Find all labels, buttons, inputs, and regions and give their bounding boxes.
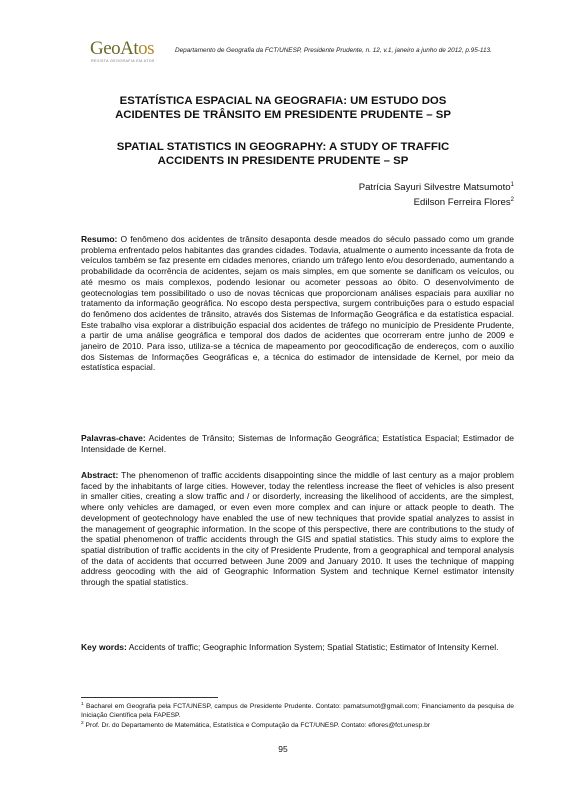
keywords-text: Accidents of traffic; Geographic Information System; Spatial Statistic; Estimator of Intensity Kernel. — [128, 642, 499, 652]
page-header — [90, 38, 530, 68]
logo-wordmark: GeoAtos — [90, 38, 155, 59]
keywords-paragraph — [81, 642, 514, 653]
footnotes — [81, 701, 514, 731]
author: Patrícia Sayuri Silvestre Matsumoto$^1$ — [358, 182, 514, 194]
title-en-line-2: ACCIDENTS IN PRESIDENTE PRUDENTE – SP — [157, 155, 409, 167]
author: Edilson Ferreira Flores$^2$ — [413, 197, 514, 209]
footnote-divider — [81, 697, 218, 698]
palavras-chave-paragraph — [81, 433, 514, 454]
title-portuguese — [70, 94, 496, 122]
title-pt-line-1: ESTATÍSTICA ESPACIAL NA GEOGRAFIA: UM ESTUDO DOS — [119, 95, 447, 107]
page-number: 95 — [278, 744, 288, 754]
palavras-chave-text: Acidentes de Trânsito; Sistemas de Informação Geográfica; Estatística Espacial; Estimador de Intensidade de Kernel. — [81, 433, 514, 454]
keywords-label: Key words: — [81, 642, 127, 652]
geoatos-logo — [90, 38, 170, 68]
title-en-line-1: SPATIAL STATISTICS IN GEOGRAPHY: A STUDY OF TRAFFIC — [116, 141, 450, 153]
footnote: $^1$ Bacharel em Geografia pela FCT/UNESP, campus de Presidente Prudente. Contato: pamatsumot@gmail.com; Financiamento da pesquisa de Iniciação Científica pela FAPESP. — [81, 702, 515, 719]
title-english — [70, 140, 496, 168]
resumo-paragraph — [81, 234, 514, 373]
abstract-label: Abstract: — [81, 470, 119, 480]
resumo-text: O fenômeno dos acidentes de trânsito desaponta desde meados do século passado como um grande problema enfrentado pelos habitantes das grandes cidades. Todavia, atualmente o aumento incessante da frota de veículos também se faz presente em cidades menores, criando um tráfego lento e/ou desordenado, aumentando a probabilidade da ocorrência de acidentes, sejam os mais simples, em que somente se danificam os veículos, ou até mesmo os mais complexos, podendo lesionar ou acometer pessoas ao óbito. O desenvolvimento de geotecnologias tem possibilitado o uso de novas técnicas que proporcionam análises espaciais para auxiliar no tratamento da informação geográfica. No escopo desta perspectiva, surgem contribuições para o estudo espacial do fenômeno dos acidentes de trânsito, através dos Sistemas de Informação Geográfica e da estatística espacial. Este trabalho visa explorar a distribuição espacial dos acidentes de tráfego no município de Presidente Prudente, a partir de uma análise geográfica e temporal dos dados de acidentes que ocorreram entre junho de 2009 e janeiro de 2010. Para isso, utiliza-se a técnica de mapeamento por geocodificação de endereços, com o auxílio dos Sistemas de Informações Geográficas e, a técnica do estimador de intensidade de Kernel, por meio da estatística espacial. — [81, 234, 514, 373]
footnote: $^2$ Prof. Dr. do Departamento de Matemática, Estatística e Computação da FCT/UNESP. Contato: eflores@fct.unesp.br — [81, 721, 431, 730]
title-pt-line-2: ACIDENTES DE TRÂNSITO EM PRESIDENTE PRUDENTE – SP — [115, 109, 451, 121]
author-list — [359, 179, 514, 209]
abstract-text: The phenomenon of traffic accidents disappointing since the middle of last century as a major problem faced by the inhabitants of large cities. However, today the relentless increase the fleet of vehicles is also present in smaller cities, creating a slow traffic and / or disorderly, increasing the likelihood of accidents, are the simplest, where only vehicles are damaged, or even even more complex and can injure or attack people to death. The development of geotechnology have enabled the use of new techniques that provide spatial analyzes to assist in the management of geographic information. In the scope of this perspective, there are contributions to the study of the spatial phenomenon of traffic accidents through the GIS and spatial statistics. This study aims to explore the spatial distribution of traffic accidents in the city of Presidente Prudente, from a geographical and temporal analysis of the data of accidents that occurred between June 2009 and January 2010. It uses the technique of mapping address geocoding with the aid of Geographic Information System and technique Kernel estimator intensity through the spatial statistics. — [81, 470, 514, 588]
abstract-paragraph — [81, 470, 514, 588]
palavras-chave-label: Palavras-chave: — [81, 433, 146, 443]
resumo-label: Resumo: — [81, 234, 118, 244]
logo-subtitle: REVISTA GEOGRAFIA EM ATOS — [91, 59, 155, 63]
running-head: Departamento de Geografia da FCT/UNESP, Presidente Prudente, n. 12, v.1, janeiro a junho de 2012, p.95-113. — [175, 47, 492, 54]
